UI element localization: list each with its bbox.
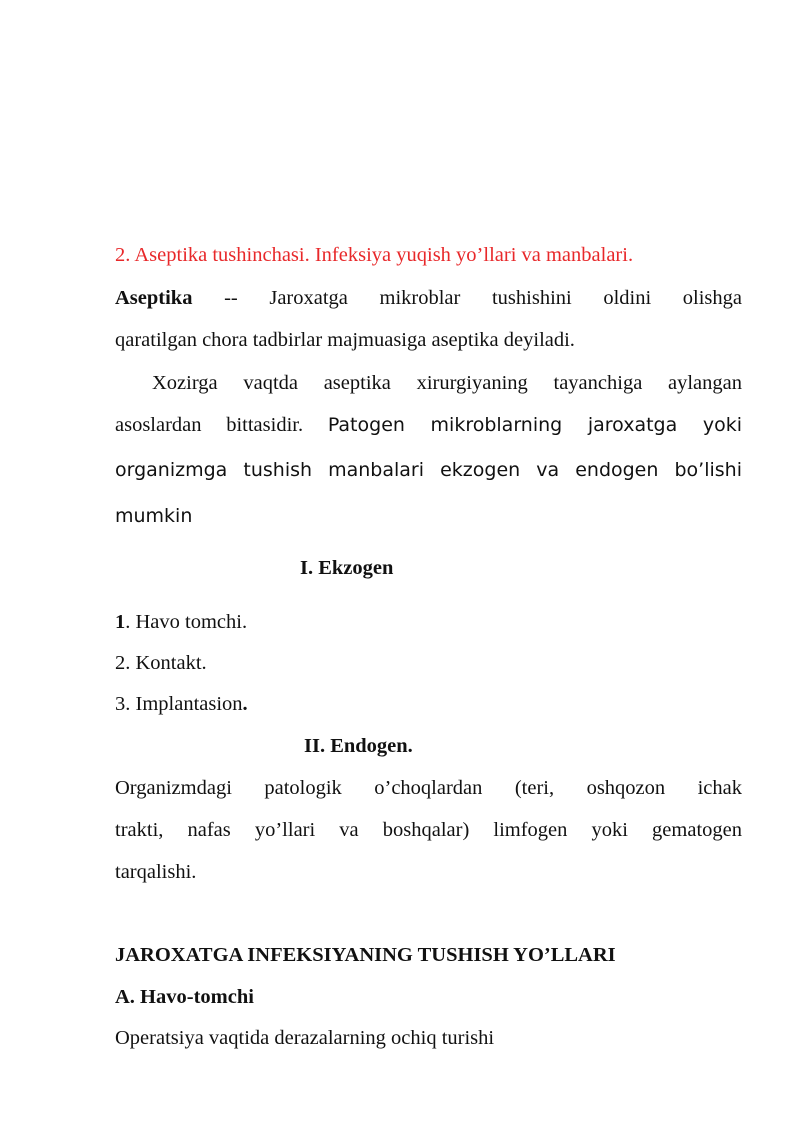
paragraph-line-2 bbox=[115, 414, 742, 437]
definition-line-1 bbox=[115, 287, 742, 310]
exogen-title bbox=[300, 557, 500, 580]
exogen-item-3 bbox=[115, 693, 742, 716]
paragraph-line-2-serif: asoslardan bittasidir. bbox=[115, 414, 304, 436]
exogen-item-1 bbox=[115, 611, 742, 634]
endogen-title-text: II. Endogen. bbox=[304, 735, 413, 757]
endogen-line-2: trakti, nafas yo’llari va boshqalar) limfogen yoki gematogen bbox=[115, 819, 742, 841]
routes-a-text: Operatsiya vaqtida derazalarning ochiq turishi bbox=[115, 1027, 495, 1049]
routes-title bbox=[115, 944, 742, 967]
exogen-title-text: I. Ekzogen bbox=[300, 557, 394, 579]
endogen-title bbox=[304, 735, 504, 758]
paragraph-line-3: organizmga tushish manbalari ekzogen va endogen bo’lishi bbox=[115, 459, 742, 481]
definition-line-2: qaratilgan chora tadbirlar majmuasiga aseptika deyiladi. bbox=[115, 329, 575, 351]
exogen-item-2: 2. Kontakt. bbox=[115, 652, 207, 674]
endogen-line-1: Organizmdagi patologik o’choqlardan (teri, oshqozon ichak bbox=[115, 777, 742, 799]
exogen-item-1-number: 1 bbox=[115, 611, 126, 633]
definition-text-1: -- Jaroxatga mikroblar tushishini oldini olishga bbox=[192, 287, 742, 309]
routes-subheading-a-text: A. Havo-tomchi bbox=[115, 986, 254, 1008]
paragraph-line-4: mumkin bbox=[115, 505, 193, 527]
section-heading: 2. Aseptika tushinchasi. Infeksiya yuqish yo’llari va manbalari. bbox=[115, 244, 634, 266]
exogen-item-3-dot: . bbox=[242, 693, 248, 715]
exogen-item-3-text: 3. Implantasion bbox=[115, 693, 243, 715]
exogen-item-1-text: . Havo tomchi. bbox=[125, 611, 248, 633]
routes-subheading-a bbox=[115, 986, 742, 1009]
routes-title-text: JAROXATGA INFEKSIYANING TUSHISH YO’LLARI bbox=[115, 944, 616, 966]
paragraph-line-1: Xozirga vaqtda aseptika xirurgiyaning tayanchiga aylangan bbox=[152, 372, 742, 394]
definition-term: Aseptika bbox=[115, 287, 193, 309]
endogen-line-3: tarqalishi. bbox=[115, 861, 197, 883]
paragraph-line-2-sans: Patogen mikroblarning jaroxatga yoki bbox=[327, 414, 742, 436]
